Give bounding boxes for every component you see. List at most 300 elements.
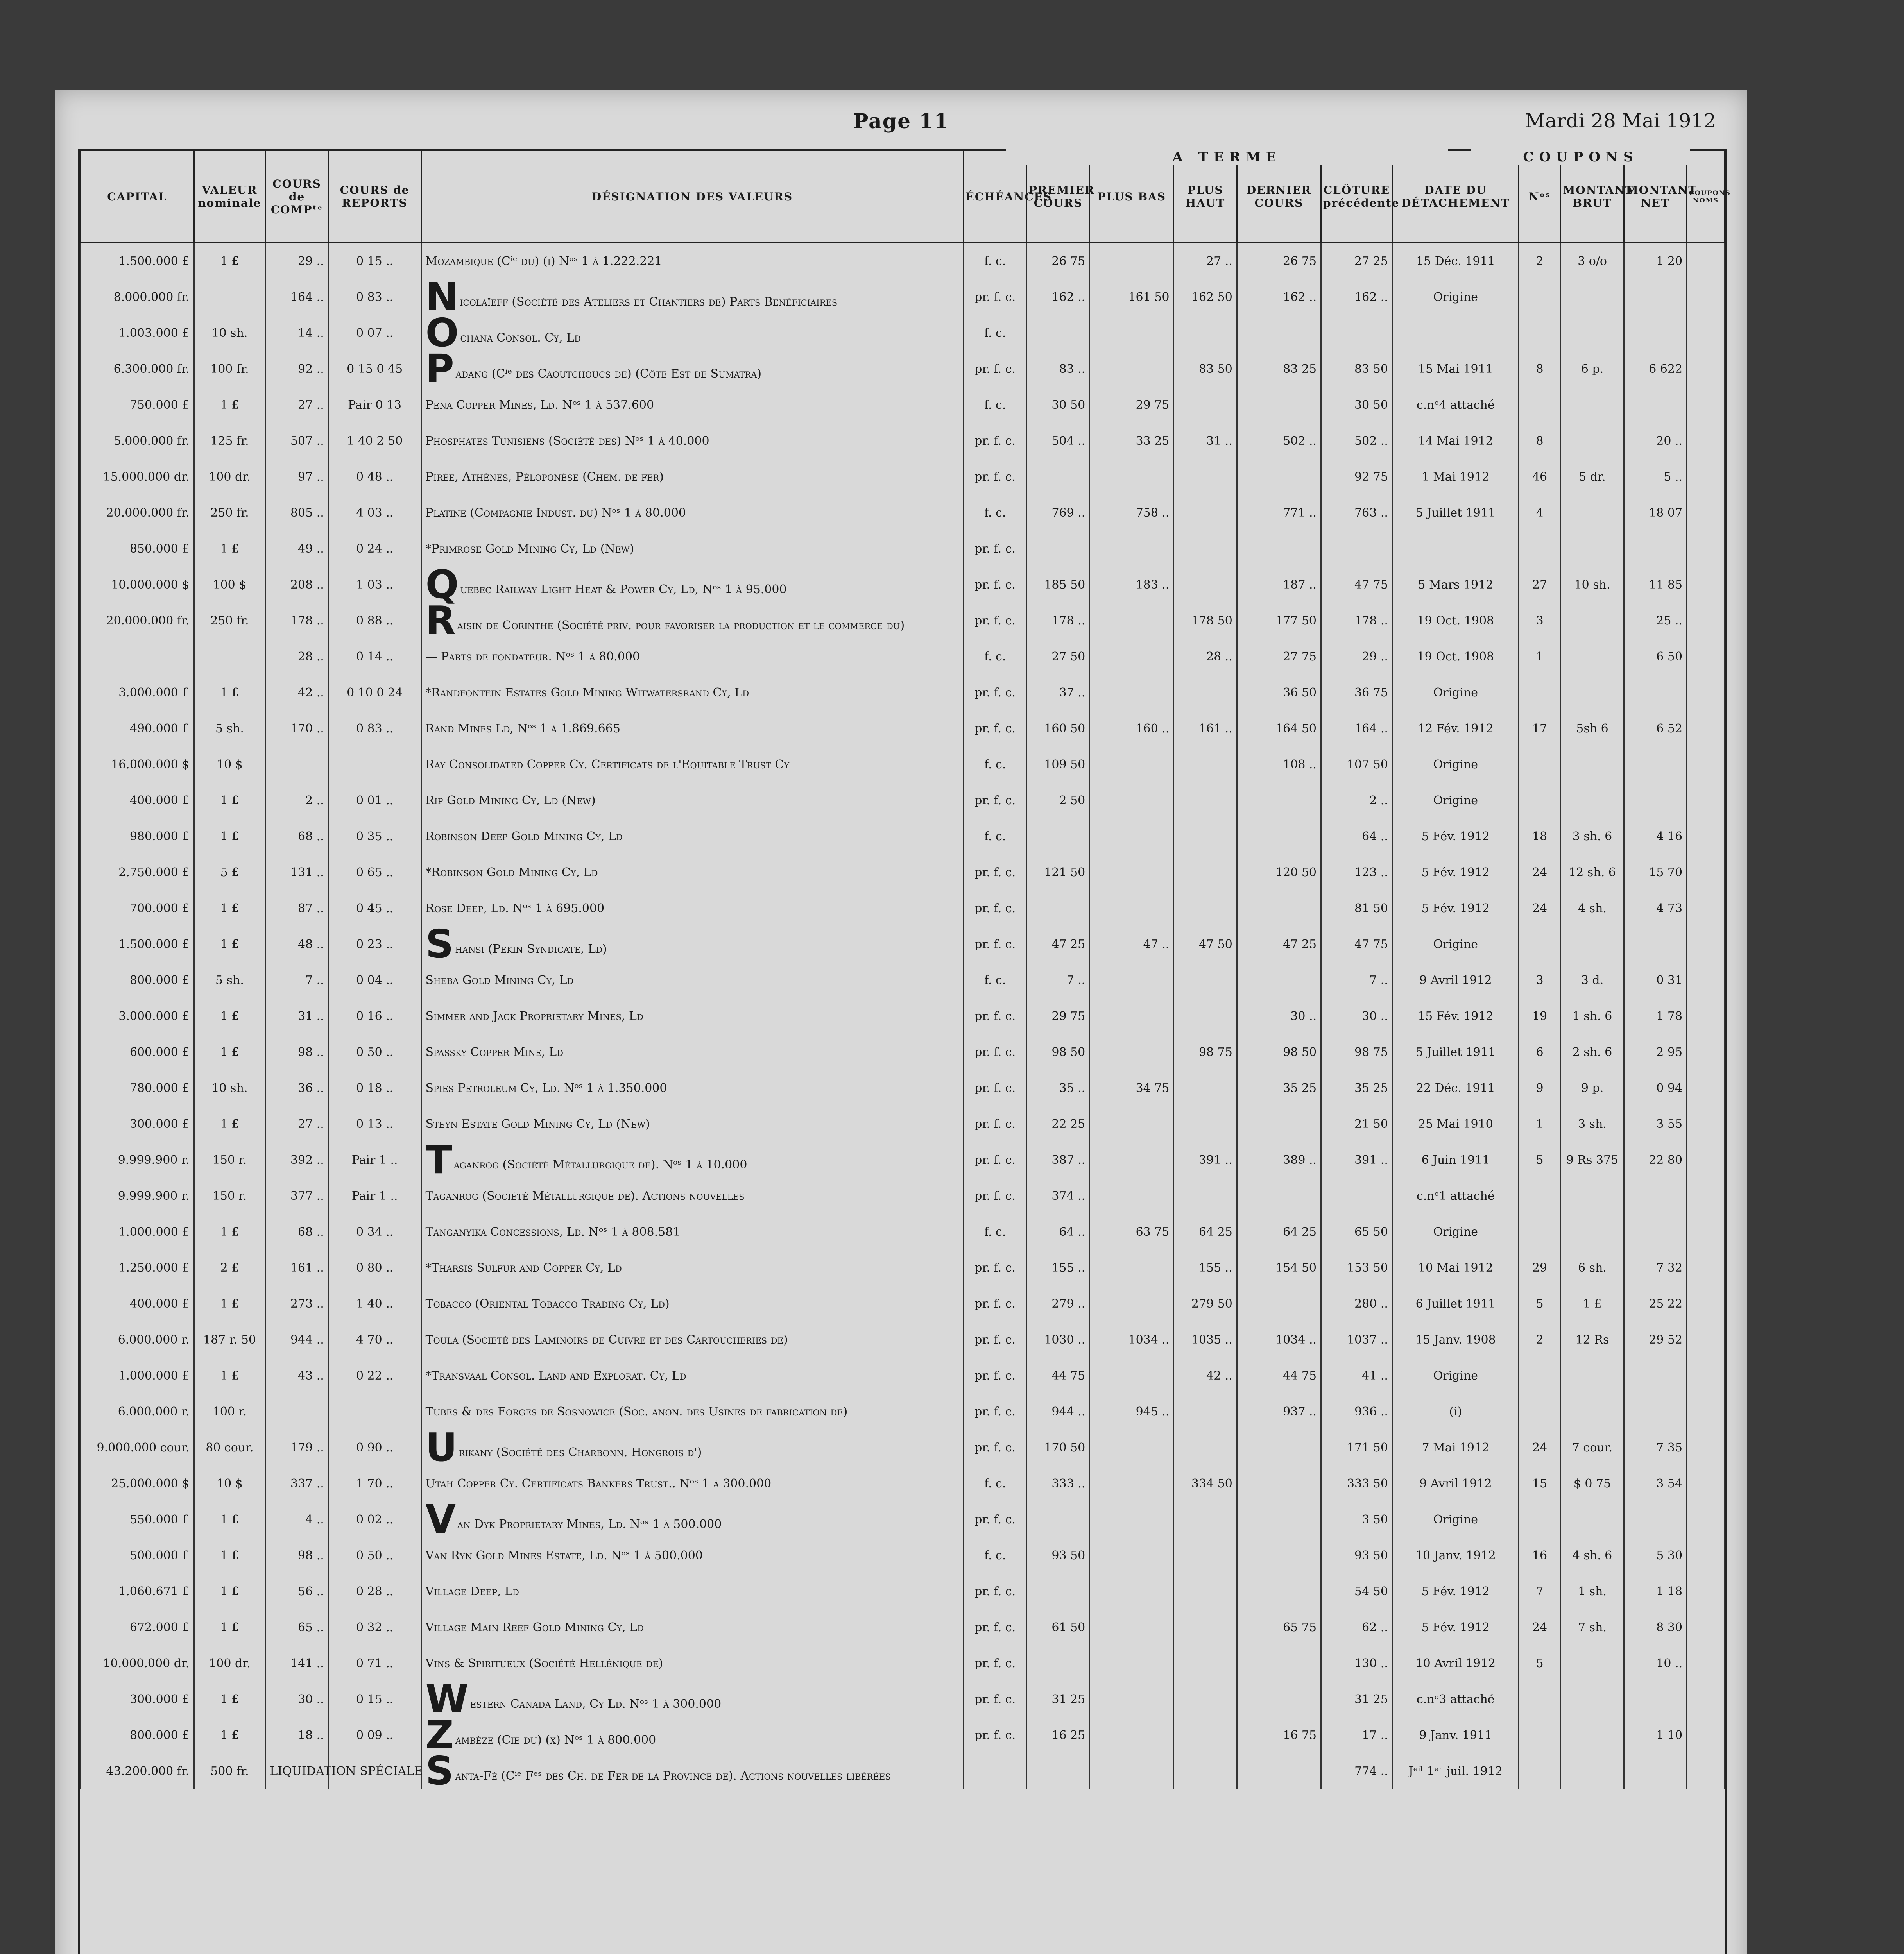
cell-cloture: 763 .. bbox=[1321, 495, 1393, 531]
cell-bas: 183 .. bbox=[1090, 567, 1174, 603]
cell-report: Pair 0 13 bbox=[328, 387, 421, 423]
cell-valeur: 150 r. bbox=[194, 1178, 265, 1214]
cell-brut: 12 Rs bbox=[1561, 1322, 1624, 1358]
cell-premier: 121 50 bbox=[1026, 854, 1089, 890]
cell-capital bbox=[81, 639, 194, 675]
cell-bas bbox=[1090, 818, 1174, 854]
cell-cloture: 31 25 bbox=[1321, 1681, 1393, 1717]
cell-date: 5 Fév. 1912 bbox=[1392, 854, 1519, 890]
cell-brut: 9 p. bbox=[1561, 1070, 1624, 1106]
cell-haut bbox=[1174, 854, 1237, 890]
cell-dernier: 187 .. bbox=[1237, 567, 1321, 603]
cell-net: 25 .. bbox=[1624, 603, 1687, 639]
cell-no bbox=[1519, 1681, 1561, 1717]
cell-report bbox=[328, 1394, 421, 1430]
quotation-table-frame bbox=[78, 149, 1731, 1954]
table-row bbox=[81, 1358, 1725, 1394]
cell-ech: f. c. bbox=[964, 962, 1026, 998]
cell-haut bbox=[1174, 1717, 1237, 1753]
cell-haut: 162 50 bbox=[1174, 279, 1237, 315]
cell-designation bbox=[421, 274, 964, 320]
cell-valeur: 1 £ bbox=[194, 1537, 265, 1573]
cell-no bbox=[1519, 1753, 1561, 1789]
designation-text: — Parts de fondateur. Nᵒˢ 1 à 80.000 bbox=[425, 650, 640, 664]
cell-date: 10 Mai 1912 bbox=[1392, 1250, 1519, 1286]
cell-ech: pr. f. c. bbox=[964, 1394, 1026, 1430]
cell-cloture: 29 .. bbox=[1321, 639, 1393, 675]
cell-valeur bbox=[194, 639, 265, 675]
cell-cours: LIQUIDATION SPÉCIALE bbox=[265, 1753, 328, 1789]
cell-net: 0 94 bbox=[1624, 1070, 1687, 1106]
cell-report: 0 22 .. bbox=[328, 1358, 421, 1394]
cell-date: 15 Fév. 1912 bbox=[1392, 998, 1519, 1034]
cell-no: 8 bbox=[1519, 351, 1561, 387]
cell-cloture bbox=[1321, 531, 1393, 567]
cell-designation bbox=[421, 1712, 964, 1758]
cell-empty bbox=[1687, 962, 1725, 998]
cell-capital: 1.500.000 £ bbox=[81, 926, 194, 962]
cell-brut bbox=[1561, 1717, 1624, 1753]
cell-valeur: 1 £ bbox=[194, 1034, 265, 1070]
cell-dernier: 177 50 bbox=[1237, 603, 1321, 639]
cell-designation bbox=[421, 1748, 964, 1794]
cell-cours bbox=[265, 746, 328, 782]
initial-letter: V bbox=[425, 1496, 456, 1542]
cell-valeur: 100 r. bbox=[194, 1394, 265, 1430]
table-row bbox=[81, 531, 1725, 567]
cell-net: 1 18 bbox=[1624, 1573, 1687, 1609]
cell-cours: 68 .. bbox=[265, 1214, 328, 1250]
cell-cloture: 123 .. bbox=[1321, 854, 1393, 890]
cell-bas bbox=[1090, 1681, 1174, 1717]
table-row bbox=[81, 567, 1725, 603]
cell-bas: 758 .. bbox=[1090, 495, 1174, 531]
cell-designation bbox=[421, 531, 964, 567]
cell-bas bbox=[1090, 1501, 1174, 1537]
cell-ech: pr. f. c. bbox=[964, 710, 1026, 746]
cell-designation bbox=[421, 1286, 964, 1322]
cell-designation bbox=[421, 459, 964, 495]
cell-report: 0 65 .. bbox=[328, 854, 421, 890]
cell-bas bbox=[1090, 1430, 1174, 1466]
cell-cours: 4 .. bbox=[265, 1501, 328, 1537]
cell-premier: 162 .. bbox=[1026, 279, 1089, 315]
cell-dernier bbox=[1237, 1573, 1321, 1609]
cell-bas bbox=[1090, 962, 1174, 998]
cell-brut bbox=[1561, 387, 1624, 423]
cell-valeur: 125 fr. bbox=[194, 423, 265, 459]
cell-designation bbox=[421, 675, 964, 710]
cell-ech: pr. f. c. bbox=[964, 1178, 1026, 1214]
cell-valeur: 1 £ bbox=[194, 1717, 265, 1753]
cell-no: 18 bbox=[1519, 818, 1561, 854]
cell-empty bbox=[1687, 1286, 1725, 1322]
cell-report: 0 50 .. bbox=[328, 1034, 421, 1070]
cell-capital: 5.000.000 fr. bbox=[81, 423, 194, 459]
cell-ech: f. c. bbox=[964, 495, 1026, 531]
cell-bas bbox=[1090, 1034, 1174, 1070]
cell-cloture: 30 50 bbox=[1321, 387, 1393, 423]
cell-date: 10 Janv. 1912 bbox=[1392, 1537, 1519, 1573]
table-row bbox=[81, 890, 1725, 926]
table-row bbox=[81, 746, 1725, 782]
cell-cours: 208 .. bbox=[265, 567, 328, 603]
cell-net bbox=[1624, 782, 1687, 818]
cell-ech: f. c. bbox=[964, 746, 1026, 782]
col-designation: DÉSIGNATION DES VALEURS bbox=[421, 151, 964, 243]
cell-cours: 14 .. bbox=[265, 315, 328, 351]
table-row bbox=[81, 387, 1725, 423]
cell-capital: 700.000 £ bbox=[81, 890, 194, 926]
cell-bas: 34 75 bbox=[1090, 1070, 1174, 1106]
cell-bas bbox=[1090, 1178, 1174, 1214]
cell-brut bbox=[1561, 639, 1624, 675]
cell-cours: 98 .. bbox=[265, 1537, 328, 1573]
cell-empty bbox=[1687, 1034, 1725, 1070]
cell-empty bbox=[1687, 1681, 1725, 1717]
designation-text: Mozambique (Cⁱᵉ du) (i) Nᵒˢ 1 à 1.222.221 bbox=[425, 254, 662, 268]
cell-valeur: 80 cour. bbox=[194, 1430, 265, 1466]
cell-report: 0 50 .. bbox=[328, 1537, 421, 1573]
cell-cours: 98 .. bbox=[265, 1034, 328, 1070]
cell-haut bbox=[1174, 675, 1237, 710]
table-row bbox=[81, 1322, 1725, 1358]
cell-ech: pr. f. c. bbox=[964, 1681, 1026, 1717]
cell-premier bbox=[1026, 1645, 1089, 1681]
cell-haut bbox=[1174, 818, 1237, 854]
cell-capital: 1.003.000 £ bbox=[81, 315, 194, 351]
cell-bas: 63 75 bbox=[1090, 1214, 1174, 1250]
cell-brut: 1 sh. bbox=[1561, 1573, 1624, 1609]
col-capital: CAPITAL bbox=[81, 151, 194, 243]
cell-no bbox=[1519, 1178, 1561, 1214]
cell-premier: 155 .. bbox=[1026, 1250, 1089, 1286]
cell-report: 0 13 .. bbox=[328, 1106, 421, 1142]
initial-letter: R bbox=[425, 598, 456, 643]
cell-report: 0 09 .. bbox=[328, 1717, 421, 1753]
designation-text: Phosphates Tunisiens (Société des) Nᵒˢ 1 à 40.000 bbox=[425, 434, 709, 448]
cell-net bbox=[1624, 1394, 1687, 1430]
cell-no: 2 bbox=[1519, 1322, 1561, 1358]
designation-text: Sheba Gold Mining Cy, Ld bbox=[425, 973, 574, 987]
cell-no: 5 bbox=[1519, 1142, 1561, 1178]
designation-text: Tanganyika Concessions, Ld. Nᵒˢ 1 à 808.581 bbox=[425, 1225, 681, 1239]
cell-premier: 61 50 bbox=[1026, 1609, 1089, 1645]
cell-cloture: 936 .. bbox=[1321, 1394, 1393, 1430]
cell-brut bbox=[1561, 1681, 1624, 1717]
table-row bbox=[81, 315, 1725, 351]
table-row bbox=[81, 1645, 1725, 1681]
cell-dernier: 44 75 bbox=[1237, 1358, 1321, 1394]
cell-date: Origine bbox=[1392, 279, 1519, 315]
cell-empty bbox=[1687, 351, 1725, 387]
col-dernier: DERNIER COURS bbox=[1237, 151, 1321, 243]
cell-capital: 980.000 £ bbox=[81, 818, 194, 854]
designation-text: *Transvaal Consol. Land and Explorat. Cy, Ld bbox=[425, 1369, 686, 1383]
table-row bbox=[81, 854, 1725, 890]
cell-haut bbox=[1174, 567, 1237, 603]
cell-premier: 769 .. bbox=[1026, 495, 1089, 531]
cell-dernier: 502 .. bbox=[1237, 423, 1321, 459]
cell-capital: 16.000.000 $ bbox=[81, 746, 194, 782]
cell-net bbox=[1624, 1358, 1687, 1394]
cell-report: 0 83 .. bbox=[328, 710, 421, 746]
table-row bbox=[81, 1142, 1725, 1178]
cell-ech: f. c. bbox=[964, 1214, 1026, 1250]
cell-premier: 7 .. bbox=[1026, 962, 1089, 998]
cell-designation bbox=[421, 639, 964, 675]
cell-capital: 9.000.000 cour. bbox=[81, 1430, 194, 1466]
cell-haut bbox=[1174, 1573, 1237, 1609]
cell-ech: pr. f. c. bbox=[964, 423, 1026, 459]
designation-text: Village Deep, Ld bbox=[425, 1584, 519, 1598]
cell-premier bbox=[1026, 459, 1089, 495]
cell-report: 0 80 .. bbox=[328, 1250, 421, 1286]
cell-no bbox=[1519, 926, 1561, 962]
cell-haut bbox=[1174, 890, 1237, 926]
cell-report: 0 02 .. bbox=[328, 1501, 421, 1537]
cell-empty bbox=[1687, 818, 1725, 854]
cell-brut: 7 cour. bbox=[1561, 1430, 1624, 1466]
cell-brut: 4 sh. 6 bbox=[1561, 1537, 1624, 1573]
cell-report: 0 15 .. bbox=[328, 1681, 421, 1717]
cell-net bbox=[1624, 531, 1687, 567]
cell-premier: 170 50 bbox=[1026, 1430, 1089, 1466]
designation-text: Pirée, Athènes, Péloponèse (Chem. de fer) bbox=[425, 470, 664, 484]
cell-haut: 391 .. bbox=[1174, 1142, 1237, 1178]
cell-report: 0 88 .. bbox=[328, 603, 421, 639]
cell-dernier: 36 50 bbox=[1237, 675, 1321, 710]
cell-brut bbox=[1561, 495, 1624, 531]
cell-designation bbox=[421, 782, 964, 818]
cell-report: 0 34 .. bbox=[328, 1214, 421, 1250]
cell-report: Pair 1 .. bbox=[328, 1142, 421, 1178]
cell-bas bbox=[1090, 746, 1174, 782]
cell-brut bbox=[1561, 279, 1624, 315]
cell-empty bbox=[1687, 1466, 1725, 1501]
cell-no bbox=[1519, 387, 1561, 423]
cell-no: 8 bbox=[1519, 423, 1561, 459]
cell-date: Origine bbox=[1392, 1358, 1519, 1394]
cell-cours: 805 .. bbox=[265, 495, 328, 531]
col-plus-bas: PLUS BAS bbox=[1090, 151, 1174, 243]
cell-designation bbox=[421, 1609, 964, 1645]
table-row bbox=[81, 962, 1725, 998]
cell-valeur: 10 sh. bbox=[194, 315, 265, 351]
cell-no: 46 bbox=[1519, 459, 1561, 495]
table-row bbox=[81, 1537, 1725, 1573]
cell-haut: 1035 .. bbox=[1174, 1322, 1237, 1358]
cell-date: Jᵉⁱˡ 1ᵉʳ juil. 1912 bbox=[1392, 1753, 1519, 1789]
cell-premier: 333 .. bbox=[1026, 1466, 1089, 1501]
cell-report: 0 15 .. bbox=[328, 243, 421, 279]
cell-dernier: 30 .. bbox=[1237, 998, 1321, 1034]
cell-cloture: 162 .. bbox=[1321, 279, 1393, 315]
cell-bas bbox=[1090, 315, 1174, 351]
cell-cloture: 3 50 bbox=[1321, 1501, 1393, 1537]
cell-valeur: 1 £ bbox=[194, 998, 265, 1034]
cell-dernier: 65 75 bbox=[1237, 1609, 1321, 1645]
cell-empty bbox=[1687, 1501, 1725, 1537]
cell-cloture: 93 50 bbox=[1321, 1537, 1393, 1573]
cell-ech: pr. f. c. bbox=[964, 1717, 1026, 1753]
cell-empty bbox=[1687, 603, 1725, 639]
cell-capital: 9.999.900 r. bbox=[81, 1178, 194, 1214]
cell-no: 4 bbox=[1519, 495, 1561, 531]
cell-haut bbox=[1174, 315, 1237, 351]
cell-no: 19 bbox=[1519, 998, 1561, 1034]
cell-report: 4 03 .. bbox=[328, 495, 421, 531]
cell-haut: 161 .. bbox=[1174, 710, 1237, 746]
cell-net bbox=[1624, 675, 1687, 710]
cell-empty bbox=[1687, 1645, 1725, 1681]
cell-designation bbox=[421, 1322, 964, 1358]
cell-cours: 273 .. bbox=[265, 1286, 328, 1322]
initial-letter: N bbox=[425, 274, 459, 320]
cell-no: 9 bbox=[1519, 1070, 1561, 1106]
cell-empty bbox=[1687, 998, 1725, 1034]
cell-no: 16 bbox=[1519, 1537, 1561, 1573]
cell-net: 18 07 bbox=[1624, 495, 1687, 531]
cell-cloture: 7 .. bbox=[1321, 962, 1393, 998]
cell-dernier bbox=[1237, 1645, 1321, 1681]
cell-capital: 3.000.000 £ bbox=[81, 675, 194, 710]
cell-designation bbox=[421, 1645, 964, 1681]
cell-date bbox=[1392, 315, 1519, 351]
cell-bas bbox=[1090, 639, 1174, 675]
cell-cours: 377 .. bbox=[265, 1178, 328, 1214]
designation-text: Platine (Compagnie Indust. du) Nᵒˢ 1 à 80.000 bbox=[425, 506, 686, 520]
cell-designation bbox=[421, 243, 964, 279]
cell-brut: 1 £ bbox=[1561, 1286, 1624, 1322]
cell-date: 9 Avril 1912 bbox=[1392, 962, 1519, 998]
cell-designation bbox=[421, 1676, 964, 1722]
cell-ech: pr. f. c. bbox=[964, 926, 1026, 962]
table-row bbox=[81, 1034, 1725, 1070]
cell-premier: 374 .. bbox=[1026, 1178, 1089, 1214]
cell-premier: 98 50 bbox=[1026, 1034, 1089, 1070]
cell-empty bbox=[1687, 1250, 1725, 1286]
cell-empty bbox=[1687, 1358, 1725, 1394]
cell-ech: pr. f. c. bbox=[964, 1142, 1026, 1178]
cell-net: 6 50 bbox=[1624, 639, 1687, 675]
cell-bas bbox=[1090, 351, 1174, 387]
cell-empty bbox=[1687, 243, 1725, 279]
cell-cours: 28 .. bbox=[265, 639, 328, 675]
cell-dernier bbox=[1237, 1753, 1321, 1789]
table-row bbox=[81, 710, 1725, 746]
cell-brut bbox=[1561, 675, 1624, 710]
cell-cours: 2 .. bbox=[265, 782, 328, 818]
cell-brut bbox=[1561, 1753, 1624, 1789]
cell-ech: pr. f. c. bbox=[964, 1358, 1026, 1394]
page-date: Mardi 28 Mai 1912 bbox=[1525, 109, 1716, 132]
cell-cours: 179 .. bbox=[265, 1430, 328, 1466]
cell-ech: f. c. bbox=[964, 818, 1026, 854]
cell-valeur: 1 £ bbox=[194, 243, 265, 279]
cell-cloture: 502 .. bbox=[1321, 423, 1393, 459]
designation-text: Toula (Société des Laminoirs de Cuivre et des Cartoucheries de) bbox=[425, 1333, 788, 1347]
cell-bas: 33 25 bbox=[1090, 423, 1174, 459]
cell-ech: pr. f. c. bbox=[964, 1609, 1026, 1645]
cell-bas: 161 50 bbox=[1090, 279, 1174, 315]
cell-net: 0 31 bbox=[1624, 962, 1687, 998]
table-row bbox=[81, 1609, 1725, 1645]
cell-ech: pr. f. c. bbox=[964, 1250, 1026, 1286]
cell-date: 5 Juillet 1911 bbox=[1392, 495, 1519, 531]
cell-premier: 1030 .. bbox=[1026, 1322, 1089, 1358]
cell-premier: 93 50 bbox=[1026, 1537, 1089, 1573]
table-row bbox=[81, 1214, 1725, 1250]
designation-text: an Dyk Proprietary Mines, Ld. Nᵒˢ 1 à 500.000 bbox=[457, 1517, 722, 1531]
cell-haut: 155 .. bbox=[1174, 1250, 1237, 1286]
cell-net: 22 80 bbox=[1624, 1142, 1687, 1178]
cell-report: 0 10 0 24 bbox=[328, 675, 421, 710]
cell-date bbox=[1392, 531, 1519, 567]
cell-valeur: 5 sh. bbox=[194, 710, 265, 746]
cell-capital: 800.000 £ bbox=[81, 962, 194, 998]
cell-capital: 9.999.900 r. bbox=[81, 1142, 194, 1178]
cell-date: 5 Fév. 1912 bbox=[1392, 1609, 1519, 1645]
cell-designation bbox=[421, 746, 964, 782]
cell-date: Origine bbox=[1392, 1501, 1519, 1537]
cell-capital: 550.000 £ bbox=[81, 1501, 194, 1537]
cell-cours: 65 .. bbox=[265, 1609, 328, 1645]
cell-ech: pr. f. c. bbox=[964, 603, 1026, 639]
cell-valeur: 1 £ bbox=[194, 531, 265, 567]
cell-net bbox=[1624, 1178, 1687, 1214]
cell-haut bbox=[1174, 1394, 1237, 1430]
cell-designation bbox=[421, 1250, 964, 1286]
cell-capital: 10.000.000 dr. bbox=[81, 1645, 194, 1681]
cell-haut: 31 .. bbox=[1174, 423, 1237, 459]
designation-text: Spies Petroleum Cy, Ld. Nᵒˢ 1 à 1.350.000 bbox=[425, 1081, 667, 1095]
col-cours-comp: COURS de COMPᵗᵉ bbox=[265, 151, 328, 243]
designation-text: Vins & Spiritueux (Société Hellénique de) bbox=[425, 1656, 663, 1670]
cell-dernier: 27 75 bbox=[1237, 639, 1321, 675]
cell-brut bbox=[1561, 1501, 1624, 1537]
designation-text: Van Ryn Gold Mines Estate, Ld. Nᵒˢ 1 à 500.000 bbox=[425, 1548, 703, 1562]
cell-brut: 3 sh. 6 bbox=[1561, 818, 1624, 854]
cell-valeur: 1 £ bbox=[194, 1501, 265, 1537]
cell-valeur: 5 £ bbox=[194, 854, 265, 890]
cell-empty bbox=[1687, 854, 1725, 890]
cell-report: 0 01 .. bbox=[328, 782, 421, 818]
initial-letter: O bbox=[425, 310, 459, 356]
cell-empty bbox=[1687, 567, 1725, 603]
table-row bbox=[81, 1178, 1725, 1214]
cell-dernier bbox=[1237, 1106, 1321, 1142]
cell-dernier: 47 25 bbox=[1237, 926, 1321, 962]
cell-no: 2 bbox=[1519, 243, 1561, 279]
cell-ech: pr. f. c. bbox=[964, 890, 1026, 926]
table-row bbox=[81, 603, 1725, 639]
cell-empty bbox=[1687, 1753, 1725, 1789]
cell-empty bbox=[1687, 1394, 1725, 1430]
initial-letter: Z bbox=[425, 1712, 454, 1758]
cell-empty bbox=[1687, 495, 1725, 531]
col-valeur: VALEUR nominale bbox=[194, 151, 265, 243]
cell-cloture: 41 .. bbox=[1321, 1358, 1393, 1394]
cell-capital: 672.000 £ bbox=[81, 1609, 194, 1645]
table-row bbox=[81, 1573, 1725, 1609]
cell-cours: 43 .. bbox=[265, 1358, 328, 1394]
cell-bas bbox=[1090, 243, 1174, 279]
cell-premier bbox=[1026, 1501, 1089, 1537]
cell-capital: 500.000 £ bbox=[81, 1537, 194, 1573]
cell-designation bbox=[421, 495, 964, 531]
cell-cours: 507 .. bbox=[265, 423, 328, 459]
